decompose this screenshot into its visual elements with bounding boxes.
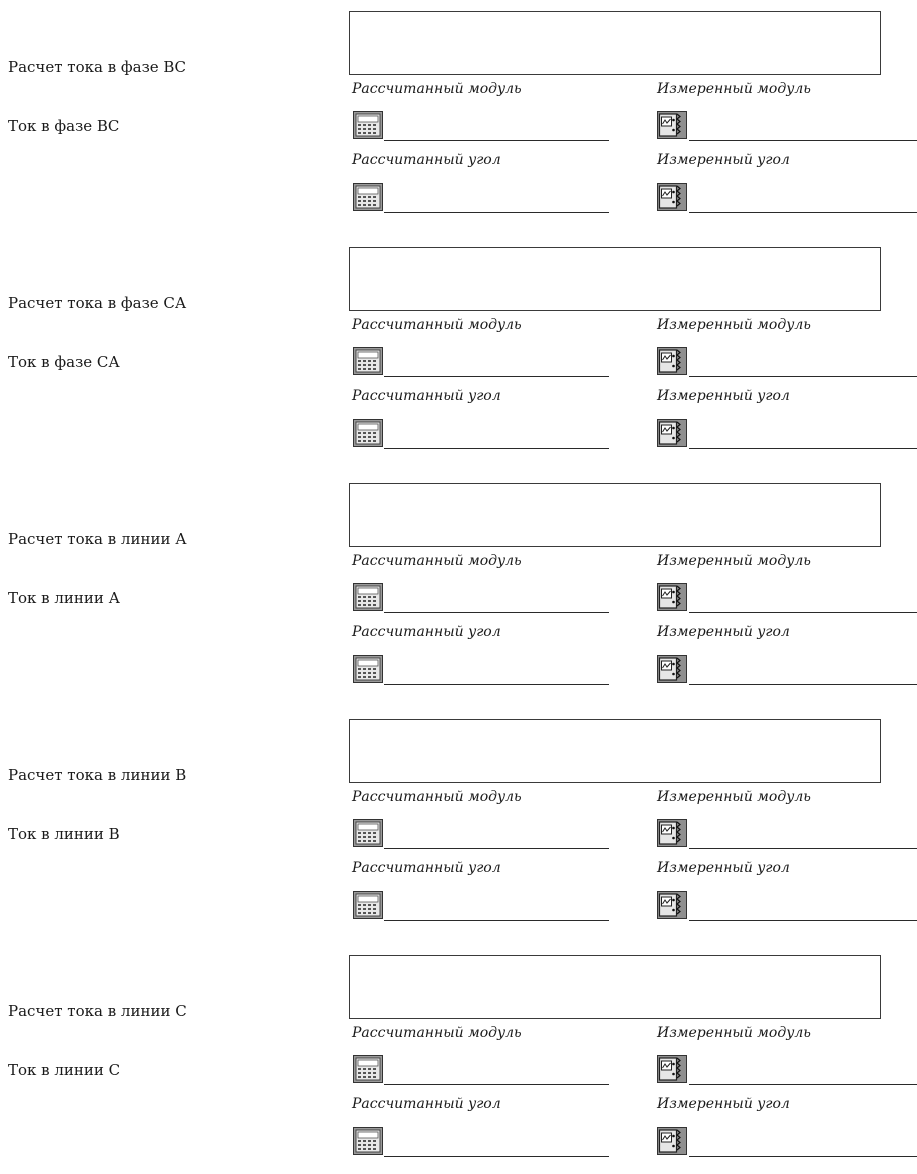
phase-section	[0, 0, 917, 230]
calculator-icon	[353, 655, 383, 683]
calculated-module-field[interactable]	[384, 1084, 609, 1085]
calculated-module-caption: Рассчитанный модуль	[352, 553, 522, 569]
phase-section	[0, 472, 917, 702]
multimeter-icon	[657, 819, 687, 847]
current-title: Ток в линии С	[8, 1061, 121, 1079]
measured-module-caption: Измеренный модуль	[657, 553, 811, 569]
calculation-title: Расчет тока в линии А	[8, 530, 187, 548]
measured-module-field[interactable]	[689, 848, 917, 849]
multimeter-icon	[657, 419, 687, 447]
measured-angle-caption: Измеренный угол	[657, 152, 790, 168]
current-title: Ток в линии А	[8, 589, 121, 607]
calculator-icon	[353, 1055, 383, 1083]
formula-box[interactable]	[349, 11, 881, 75]
measured-module-caption: Измеренный модуль	[657, 1025, 811, 1041]
formula-box[interactable]	[349, 955, 881, 1019]
calculator-icon	[353, 183, 383, 211]
calculated-module-field[interactable]	[384, 612, 609, 613]
calculated-module-field[interactable]	[384, 140, 609, 141]
formula-box[interactable]	[349, 247, 881, 311]
measured-angle-field[interactable]	[689, 920, 917, 921]
calculator-icon	[353, 419, 383, 447]
calculated-module-field[interactable]	[384, 848, 609, 849]
multimeter-icon	[657, 347, 687, 375]
calculated-angle-field[interactable]	[384, 448, 609, 449]
measured-angle-caption: Измеренный угол	[657, 860, 790, 876]
calculator-icon	[353, 111, 383, 139]
calculator-icon	[353, 1127, 383, 1155]
multimeter-icon	[657, 1055, 687, 1083]
multimeter-icon	[657, 111, 687, 139]
measured-angle-field[interactable]	[689, 448, 917, 449]
calculated-module-field[interactable]	[384, 376, 609, 377]
calculated-module-caption: Рассчитанный модуль	[352, 789, 522, 805]
measured-angle-caption: Измеренный угол	[657, 624, 790, 640]
phase-section	[0, 236, 917, 466]
phase-section	[0, 708, 917, 938]
calculated-angle-field[interactable]	[384, 1156, 609, 1157]
measured-module-field[interactable]	[689, 612, 917, 613]
calculated-angle-caption: Рассчитанный угол	[352, 1096, 501, 1112]
measured-module-field[interactable]	[689, 1084, 917, 1085]
calculator-icon	[353, 819, 383, 847]
formula-box[interactable]	[349, 719, 881, 783]
multimeter-icon	[657, 891, 687, 919]
measured-module-caption: Измеренный модуль	[657, 789, 811, 805]
current-title: Ток в фазе СА	[8, 353, 120, 371]
calculation-title: Расчет тока в фазе СА	[8, 294, 187, 312]
measured-module-caption: Измеренный модуль	[657, 317, 811, 333]
measured-angle-caption: Измеренный угол	[657, 388, 790, 404]
multimeter-icon	[657, 183, 687, 211]
calculation-title: Расчет тока в фазе ВС	[8, 58, 186, 76]
calculator-icon	[353, 891, 383, 919]
calculated-angle-caption: Рассчитанный угол	[352, 860, 501, 876]
measured-module-field[interactable]	[689, 376, 917, 377]
phase-section	[0, 944, 917, 1174]
measured-module-caption: Измеренный модуль	[657, 81, 811, 97]
current-title: Ток в линии В	[8, 825, 120, 843]
calculated-angle-field[interactable]	[384, 684, 609, 685]
calculated-angle-field[interactable]	[384, 212, 609, 213]
measured-angle-field[interactable]	[689, 212, 917, 213]
calculated-module-caption: Рассчитанный модуль	[352, 317, 522, 333]
calculation-title: Расчет тока в линии В	[8, 766, 187, 784]
measured-module-field[interactable]	[689, 140, 917, 141]
calculated-angle-caption: Рассчитанный угол	[352, 624, 501, 640]
calculated-module-caption: Рассчитанный модуль	[352, 81, 522, 97]
multimeter-icon	[657, 1127, 687, 1155]
calculated-angle-field[interactable]	[384, 920, 609, 921]
calculator-icon	[353, 583, 383, 611]
multimeter-icon	[657, 583, 687, 611]
measured-angle-caption: Измеренный угол	[657, 1096, 790, 1112]
current-title: Ток в фазе ВС	[8, 117, 120, 135]
formula-box[interactable]	[349, 483, 881, 547]
measured-angle-field[interactable]	[689, 1156, 917, 1157]
calculated-module-caption: Рассчитанный модуль	[352, 1025, 522, 1041]
measured-angle-field[interactable]	[689, 684, 917, 685]
calculated-angle-caption: Рассчитанный угол	[352, 152, 501, 168]
calculator-icon	[353, 347, 383, 375]
calculation-title: Расчет тока в линии С	[8, 1002, 187, 1020]
multimeter-icon	[657, 655, 687, 683]
calculated-angle-caption: Рассчитанный угол	[352, 388, 501, 404]
